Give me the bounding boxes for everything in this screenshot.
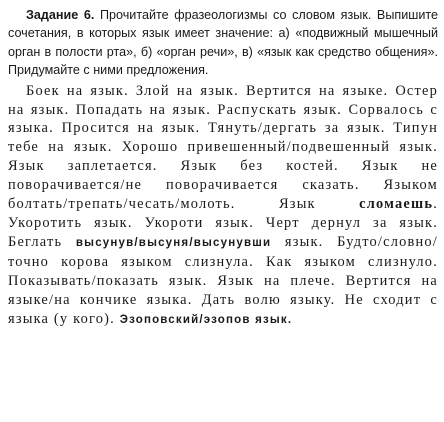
textbook-page bbox=[8, 6, 438, 329]
task-paragraph bbox=[8, 6, 438, 80]
phrase-highlight-2: высунув/высуня/высунувши bbox=[75, 236, 272, 249]
phrases-part-1: Боек на язык. Злой на язык. Вертится на языке. Остер на язык. Попадать на язык. Распускать язык. Сорвалось с языка. Просится на язык. Тянуть/дергать за язык. Типун тебе на язык. Хорошо привешенный/подвешенный язык. Язык заплетается. Язык без костей. Язык не поворачивается/не поворачивается сказать. Языком болтать/трепать/чесать/молоть. Язык bbox=[8, 82, 438, 213]
phrase-highlight-3: Эзоповский/эзопов язык. bbox=[119, 313, 293, 326]
phraseology-list bbox=[8, 82, 438, 330]
task-title: Задание 6. bbox=[26, 8, 95, 22]
phrases-part-2: . Укоротить язык. Укороти язык. Черт дернул за язык. Беглать bbox=[8, 196, 438, 250]
phrases-part-3: язык. Будто/словно/точно корова языком слизнула. Как языком слизнуло. Показывать/показать язык. Язык на плече. Вертится на языке/на кончике языка. Дать волю языку. Не сходит с языка (у кого). bbox=[8, 233, 438, 327]
phrase-highlight-1: сломаешь bbox=[359, 196, 434, 213]
task-text: Прочитайте фразеологизмы со словом язык. Выпишите сочетания, в которых язык имеет значение: а) «подвижный мышечный орган в полости рта», б) «орган речи», в) «язык как средство общения». Придумайте с ними предложения. bbox=[8, 8, 439, 78]
